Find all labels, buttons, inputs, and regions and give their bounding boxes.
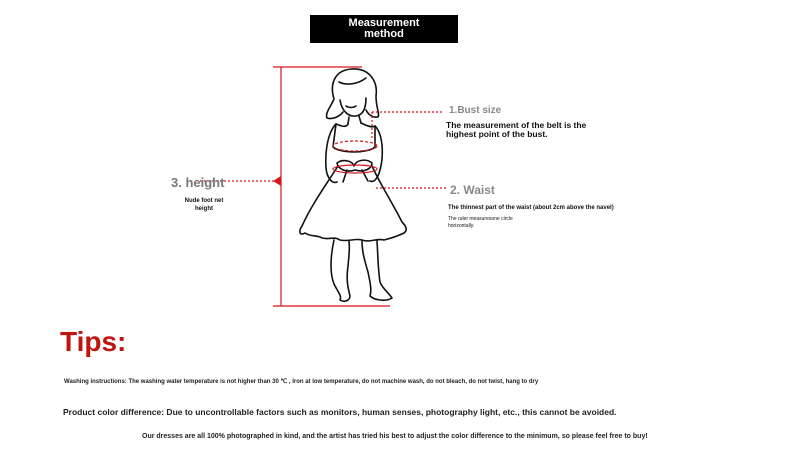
photographed-note: Our dresses are all 100% photographed in kind, and the artist has tried his best to adjust the color difference to the minimum, so please feel free to buy!	[142, 433, 648, 440]
title-line-1: Measurement	[348, 17, 420, 29]
bust-size-description: The measurement of the belt is the highest point of the bust.	[446, 120, 587, 139]
height-description: Nude foot net height	[184, 198, 224, 212]
waist-label: 2. Waist	[450, 183, 495, 197]
bust-size-label: 1.Bust size	[449, 105, 502, 116]
measurement-guides	[333, 112, 446, 188]
height-guide	[200, 67, 390, 306]
girl-figure	[300, 69, 406, 301]
waist-description: The thinnest part of the waist (about 2cm above the navel)	[448, 205, 614, 211]
tips-heading: Tips:	[60, 326, 127, 357]
waist-note: The ruler measuresone circle horizontally.	[448, 216, 513, 229]
title-line-2: method	[364, 28, 404, 40]
color-difference-note: Product color difference: Due to uncontrollable factors such as monitors, human senses, photography light, etc., this cannot be avoided.	[63, 407, 617, 417]
height-label: 3. height	[171, 175, 225, 190]
waist-ring	[333, 165, 377, 173]
height-arrow-icon	[273, 176, 281, 186]
bust-ring	[333, 141, 377, 151]
washing-instructions: Washing instructions: The washing water temperature is not higher than 30 ℃ , Iron at low temperature, do not machine wash, do not bleach, do not twist, hang to dry	[64, 379, 539, 385]
